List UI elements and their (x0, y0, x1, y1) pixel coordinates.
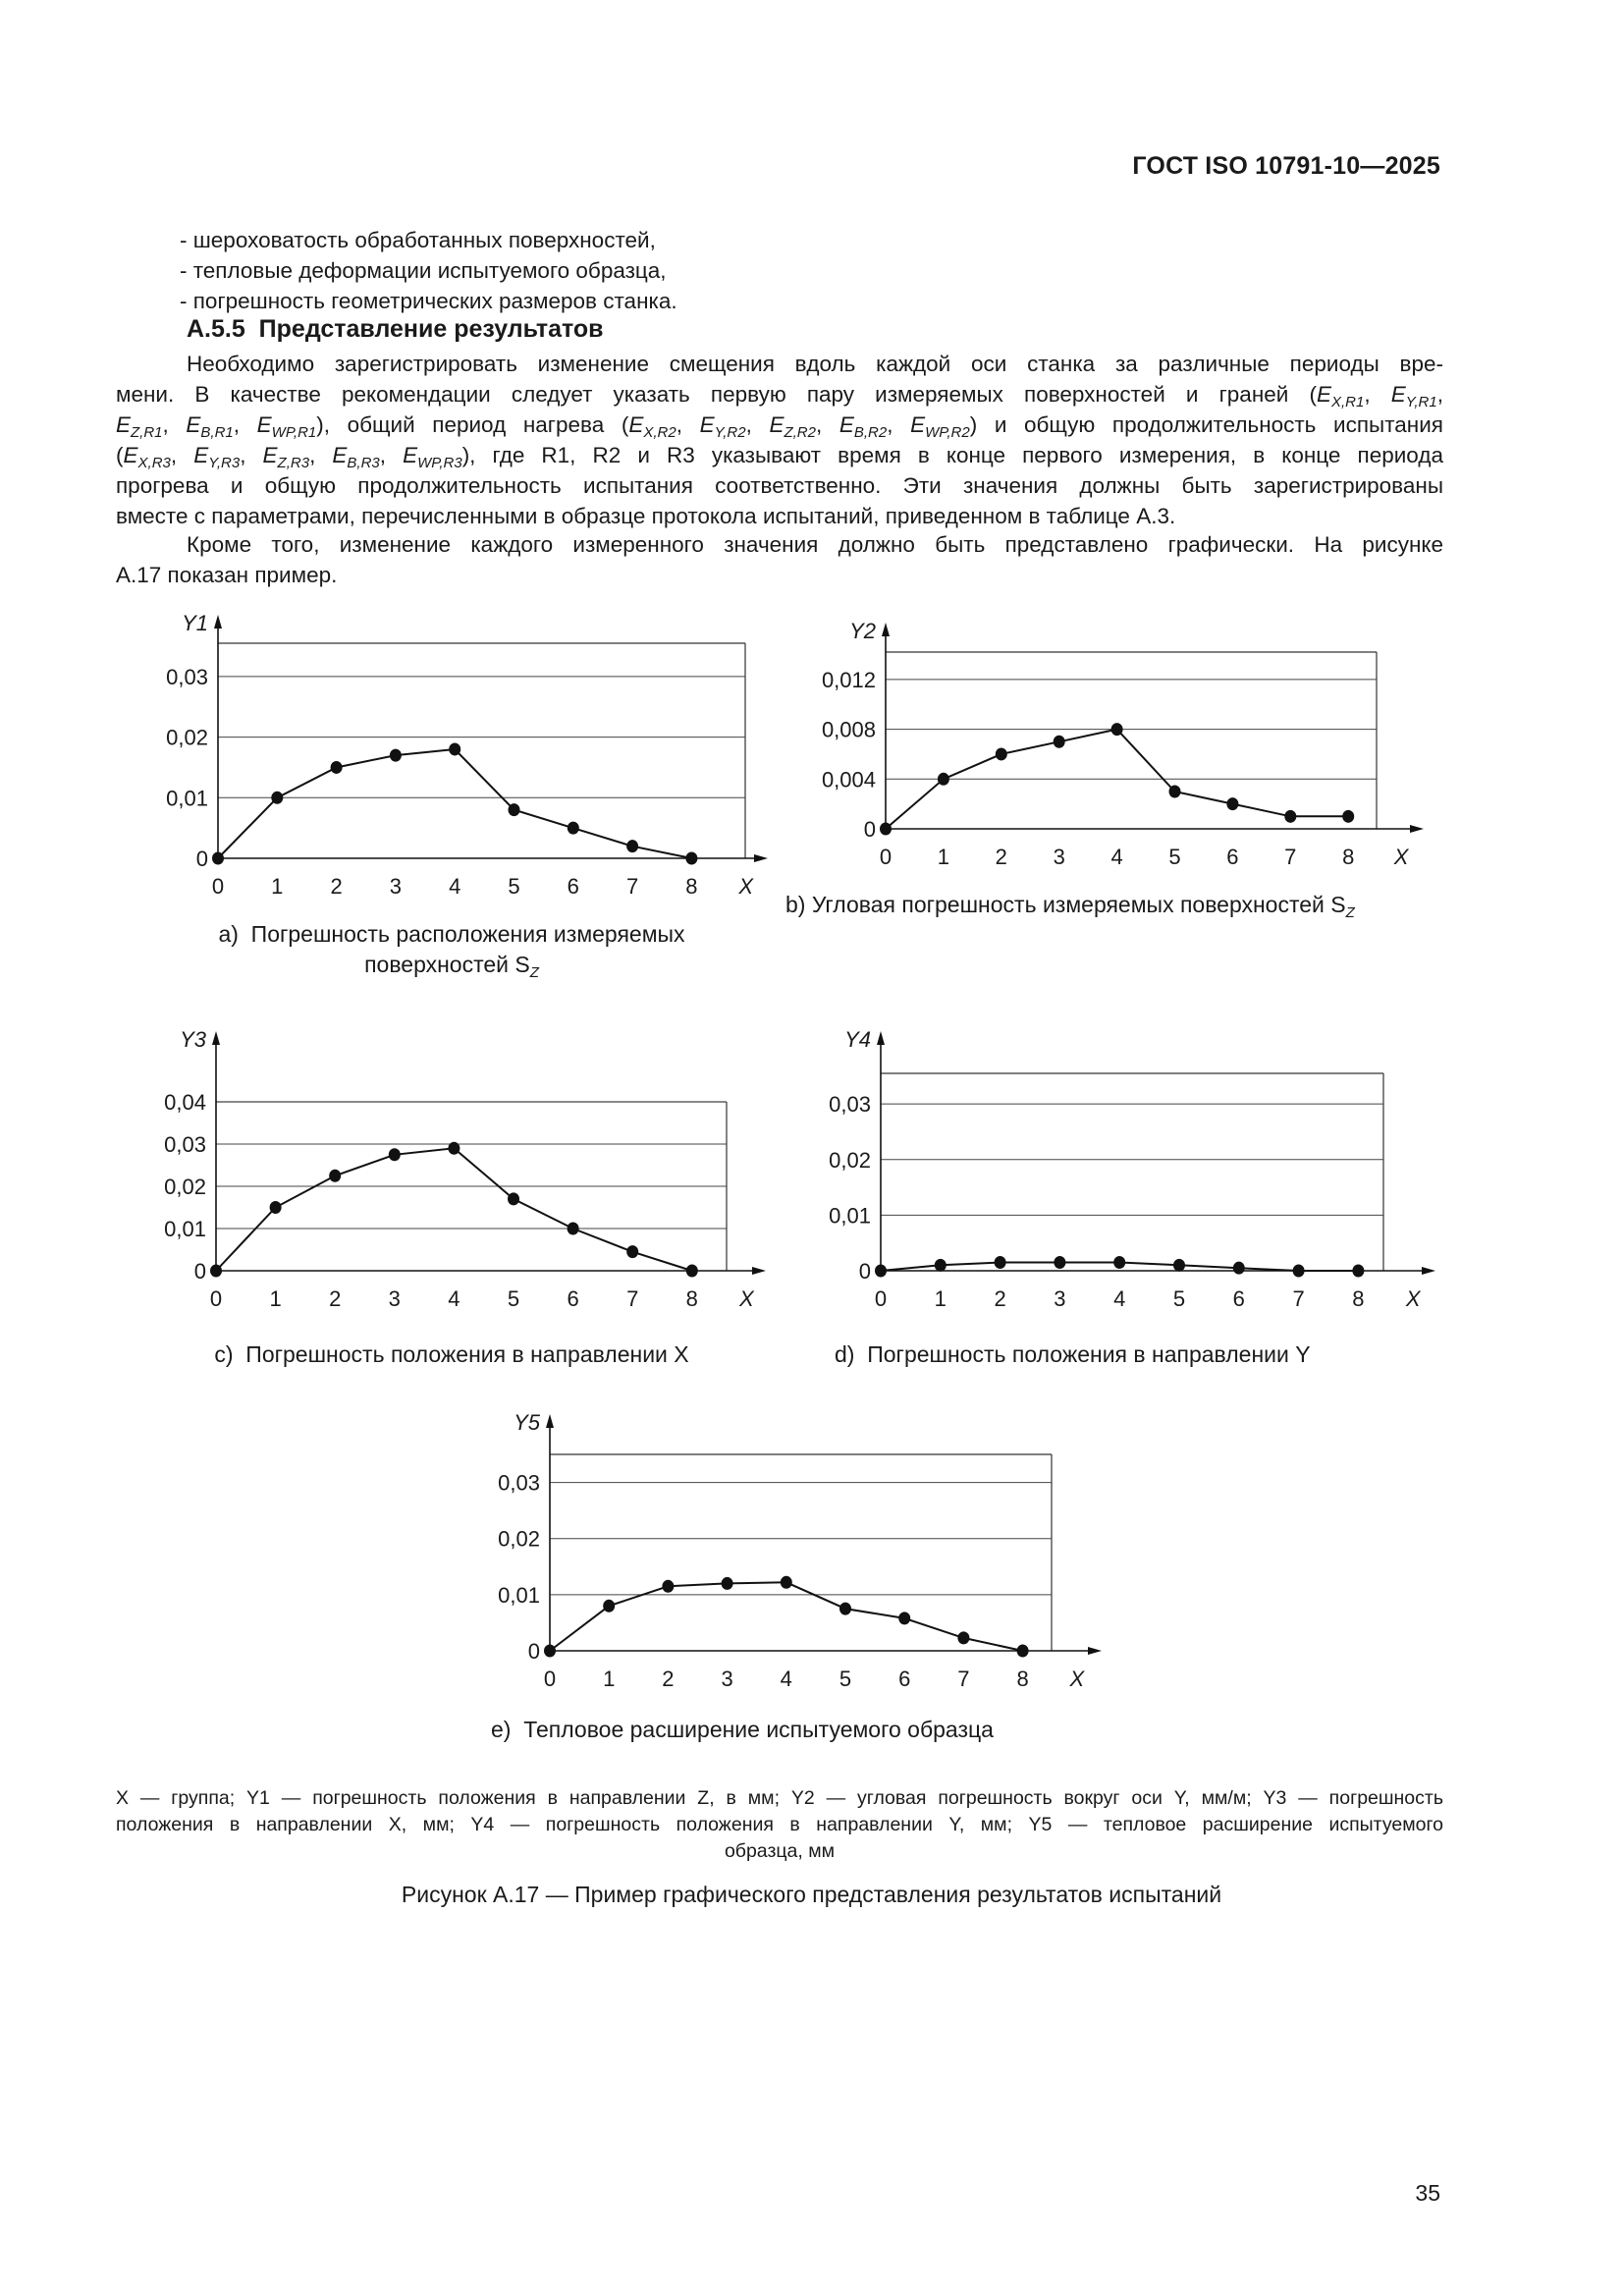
data-point (686, 1265, 698, 1278)
data-point (271, 792, 283, 804)
x-tick-label: 1 (934, 1286, 947, 1311)
x-tick-label: 0 (874, 1286, 888, 1311)
paragraph-line: вместе с параметрами, перечисленными в образце протокола испытаний, приведенном в таблице A.3. (116, 504, 1176, 528)
paragraph-line: прогрева и общую продолжительность испытания соответственно. Эти значения должны быть зарегистрированы (116, 473, 1443, 498)
data-point (995, 1256, 1006, 1269)
x-tick-label: 7 (1284, 845, 1297, 869)
data-point (1342, 810, 1354, 823)
y-axis-arrow (877, 1031, 885, 1045)
y-axis-arrow (546, 1414, 554, 1428)
data-point (781, 1576, 792, 1589)
y-tick-label: 0,01 (166, 786, 208, 811)
data-point (1169, 785, 1181, 797)
data-point (875, 1265, 887, 1278)
x-tick-label: 6 (1232, 1286, 1245, 1311)
symbol: $E_{WP,R1}$ (256, 412, 317, 441)
symbol: $E_{B,R2}$ (839, 412, 888, 441)
y-tick-label: 0 (193, 1259, 206, 1284)
y-tick-label: 0,01 (829, 1203, 871, 1229)
x-axis-arrow (1410, 825, 1424, 833)
section-number: A.5.5 (187, 315, 245, 343)
x-tick-label: 6 (898, 1667, 911, 1691)
x-axis-arrow (754, 854, 768, 862)
symbol: $E_{Y,R1}$ (1390, 382, 1437, 410)
symbol: $E_{Y,R2}$ (699, 412, 746, 441)
data-point (390, 749, 402, 762)
y-axis-title: Y5 (514, 1410, 540, 1435)
symbol: $E_{WP,R2}$ (910, 412, 970, 441)
y-axis-title: Y4 (844, 1027, 871, 1052)
x-axis-title: X (738, 874, 754, 899)
x-tick-label: 5 (839, 1667, 852, 1691)
x-tick-label: 4 (780, 1667, 792, 1691)
y-tick-label: 0,04 (164, 1090, 206, 1115)
data-point (996, 747, 1007, 760)
chart-e-thermal-expansion (442, 1404, 1129, 1699)
x-tick-label: 6 (567, 1286, 579, 1311)
x-axis-arrow (1088, 1647, 1102, 1655)
x-axis-title: X (1393, 845, 1409, 869)
data-point (1054, 1256, 1065, 1269)
symbol: $E_{Z,R3}$ (262, 443, 310, 471)
x-tick-label: 0 (879, 845, 893, 869)
y-axis-title: Y1 (182, 611, 208, 635)
x-tick-label: 3 (388, 1286, 401, 1311)
x-tick-label: 4 (1110, 845, 1123, 869)
chart-b-caption: b) Угловая погрешность измеряемых поверхностей $S_Z$ (785, 892, 1355, 921)
chart-c-caption: c) Погрешность положения в направлении X (214, 1341, 689, 1367)
paragraph-line: Кроме того, изменение каждого измеренного значения должно быть представлено графически. На рисунке (187, 532, 1443, 557)
data-point (270, 1201, 282, 1214)
data-point (938, 773, 949, 786)
x-tick-label: 8 (1342, 845, 1355, 869)
legend-line: X — группа; Y1 — погрешность положения в направлении Z, в мм; Y2 — угловая погрешность вокруг оси Y, мм/м; Y3 — погрешность (116, 1787, 1443, 1809)
data-point (626, 840, 638, 852)
x-tick-label: 5 (1168, 845, 1181, 869)
y-tick-label: 0,02 (166, 725, 208, 750)
data-point (935, 1259, 947, 1272)
y-tick-label: 0,02 (164, 1175, 206, 1199)
x-tick-label: 0 (209, 1286, 223, 1311)
x-tick-label: 8 (1016, 1667, 1029, 1691)
paragraph-line: $E_{Z,R1}$, $E_{B,R1}$, $E_{WP,R1}$), общий период нагрева ($E_{X,R2}$, $E_{Y,R2}$, $E_{Z,R2}$, $E_{B,R2}$, $E_{WP,R2}$) и общую продолжительность испытания (116, 412, 1443, 441)
x-tick-label: 4 (448, 1286, 460, 1311)
paragraph-line: А.17 показан пример. (116, 563, 338, 587)
symbol: $E_{X,R2}$ (628, 412, 676, 441)
x-tick-label: 2 (995, 845, 1007, 869)
data-point (603, 1600, 615, 1613)
bullet-item: - тепловые деформации испытуемого образца, (180, 258, 667, 283)
symbol: $E_{Z,R1}$ (116, 412, 163, 441)
x-axis-arrow (1422, 1267, 1435, 1275)
symbol: $E_{Z,R2}$ (769, 412, 816, 441)
data-point (957, 1631, 969, 1644)
y-axis-arrow (214, 615, 222, 629)
data-point (210, 1265, 222, 1278)
x-axis-arrow (752, 1267, 766, 1275)
x-tick-label: 7 (625, 874, 639, 899)
x-axis-title: X (739, 1286, 754, 1311)
x-tick-label: 2 (662, 1667, 675, 1691)
symbol: $E_{X,R3}$ (123, 443, 171, 471)
x-tick-label: 6 (567, 874, 579, 899)
x-tick-label: 6 (1226, 845, 1239, 869)
data-point (568, 1223, 579, 1235)
document-id-header: ГОСТ ISO 10791-10—2025 (1132, 152, 1440, 180)
data-point (568, 822, 579, 835)
data-point (1284, 810, 1296, 823)
data-point (626, 1245, 638, 1258)
data-point (1054, 736, 1065, 748)
symbol: $E_{WP,R3}$ (403, 443, 462, 471)
x-tick-label: 1 (603, 1667, 616, 1691)
bullet-list (180, 225, 1358, 316)
y-axis-arrow (212, 1031, 220, 1045)
y-tick-label: 0,008 (821, 717, 876, 742)
x-tick-label: 2 (329, 1286, 342, 1311)
series-line (218, 749, 691, 858)
data-point (722, 1577, 733, 1590)
paragraph-graphics (116, 529, 1443, 590)
paragraph-line: ($E_{X,R3}$, $E_{Y,R3}$, $E_{Z,R3}$, $E_{B,R3}$, $E_{WP,R3}$), где R1, R2 и R3 указывают время в конце первого измерения, в конце периода (116, 443, 1443, 471)
y-tick-label: 0,02 (498, 1526, 540, 1552)
data-point (331, 761, 343, 774)
x-tick-label: 2 (994, 1286, 1006, 1311)
symbol: $E_{B,R1}$ (186, 412, 234, 441)
figure-legend (116, 1785, 1443, 1865)
x-tick-label: 1 (937, 845, 950, 869)
data-point (509, 803, 520, 816)
y-tick-label: 0 (858, 1259, 871, 1284)
y-axis-title: Y2 (849, 619, 876, 643)
data-point (329, 1170, 341, 1182)
x-tick-label: 7 (1292, 1286, 1305, 1311)
bullet-item: - шероховатость обработанных поверхностей, (180, 228, 656, 252)
data-point (880, 823, 892, 836)
y-axis-arrow (882, 623, 890, 636)
data-point (1226, 797, 1238, 810)
x-axis-title: X (1405, 1286, 1421, 1311)
y-tick-label: 0,03 (164, 1132, 206, 1157)
legend-line: положения в направлении X, мм; Y4 — погрешность положения в направлении Y, мм; Y5 — тепловое расширение испытуемого (116, 1814, 1443, 1835)
section-heading (187, 315, 604, 344)
y-tick-label: 0,012 (821, 667, 876, 692)
data-point (449, 742, 460, 755)
y-tick-label: 0,004 (821, 767, 876, 793)
x-tick-label: 5 (507, 1286, 520, 1311)
bullet-item: - погрешность геометрических размеров станка. (180, 289, 677, 313)
data-point (389, 1148, 401, 1161)
section-title: Представление результатов (258, 315, 604, 343)
x-tick-label: 4 (1113, 1286, 1126, 1311)
x-tick-label: 3 (389, 874, 403, 899)
x-tick-label: 1 (271, 874, 284, 899)
x-tick-label: 2 (330, 874, 343, 899)
y-axis-title: Y3 (180, 1027, 206, 1052)
y-tick-label: 0,03 (498, 1470, 540, 1496)
symbol: $E_{X,R1}$ (1316, 382, 1365, 410)
x-tick-label: 3 (721, 1667, 733, 1691)
x-tick-label: 7 (626, 1286, 639, 1311)
chart-a-position-error (108, 607, 776, 902)
data-point (448, 1142, 460, 1155)
y-tick-label: 0,01 (498, 1582, 540, 1608)
page-number: 35 (1415, 2180, 1440, 2206)
data-point (898, 1612, 910, 1624)
y-tick-label: 0 (195, 847, 208, 871)
x-tick-label: 7 (957, 1667, 970, 1691)
legend-line: образца, мм (724, 1840, 836, 1862)
y-tick-label: 0 (527, 1639, 540, 1664)
x-tick-label: 3 (1053, 845, 1065, 869)
y-tick-label: 0,03 (829, 1092, 871, 1118)
chart-a-caption: а) Погрешность расположения измеряемых поверхностей $S_Z$ (218, 921, 685, 981)
x-tick-label: 0 (543, 1667, 557, 1691)
data-point (212, 852, 224, 865)
figure-caption: Рисунок А.17 — Пример графического представления результатов испытаний (401, 1882, 1222, 1907)
data-point (544, 1645, 556, 1658)
x-tick-label: 0 (211, 874, 225, 899)
x-tick-label: 8 (1352, 1286, 1365, 1311)
chart-d-y-position-error (776, 1021, 1463, 1316)
chart-b-angular-error (776, 611, 1463, 886)
data-point (508, 1192, 519, 1205)
data-point (1111, 723, 1123, 736)
series-line (550, 1582, 1023, 1651)
x-tick-label: 8 (685, 874, 698, 899)
symbol: $E_{Y,R3}$ (193, 443, 241, 471)
y-tick-label: 0,03 (166, 664, 208, 689)
chart-c-x-position-error (108, 1021, 776, 1316)
data-point (662, 1580, 674, 1593)
paragraph-line: мени. В качестве рекомендации следует указать первую пару измеряемых поверхностей и граней ($E_{X,R1}$, $E_{Y,R1}$, (116, 382, 1443, 410)
series-line (216, 1148, 692, 1271)
x-tick-label: 5 (1172, 1286, 1186, 1311)
data-point (685, 852, 697, 865)
x-axis-title: X (1069, 1667, 1085, 1691)
paragraph-results (116, 349, 1443, 531)
data-point (1017, 1645, 1029, 1658)
y-tick-label: 0,02 (829, 1147, 871, 1173)
x-tick-label: 8 (685, 1286, 698, 1311)
data-point (1293, 1265, 1305, 1278)
data-point (1113, 1256, 1125, 1269)
x-tick-label: 5 (508, 874, 520, 899)
paragraph-line: Необходимо зарегистрировать изменение смещения вдоль каждой оси станка за различные периоды вре- (187, 352, 1443, 376)
data-point (1173, 1259, 1185, 1272)
x-tick-label: 1 (269, 1286, 282, 1311)
data-point (1352, 1265, 1364, 1278)
data-point (839, 1603, 851, 1615)
data-point (1233, 1262, 1245, 1275)
chart-e-caption: e) Тепловое расширение испытуемого образца (491, 1717, 994, 1742)
y-tick-label: 0,01 (164, 1217, 206, 1241)
x-tick-label: 4 (449, 874, 461, 899)
symbol: $E_{B,R3}$ (332, 443, 380, 471)
chart-d-caption: d) Погрешность положения в направлении Y (835, 1341, 1311, 1367)
y-tick-label: 0 (863, 817, 876, 842)
x-tick-label: 3 (1054, 1286, 1066, 1311)
